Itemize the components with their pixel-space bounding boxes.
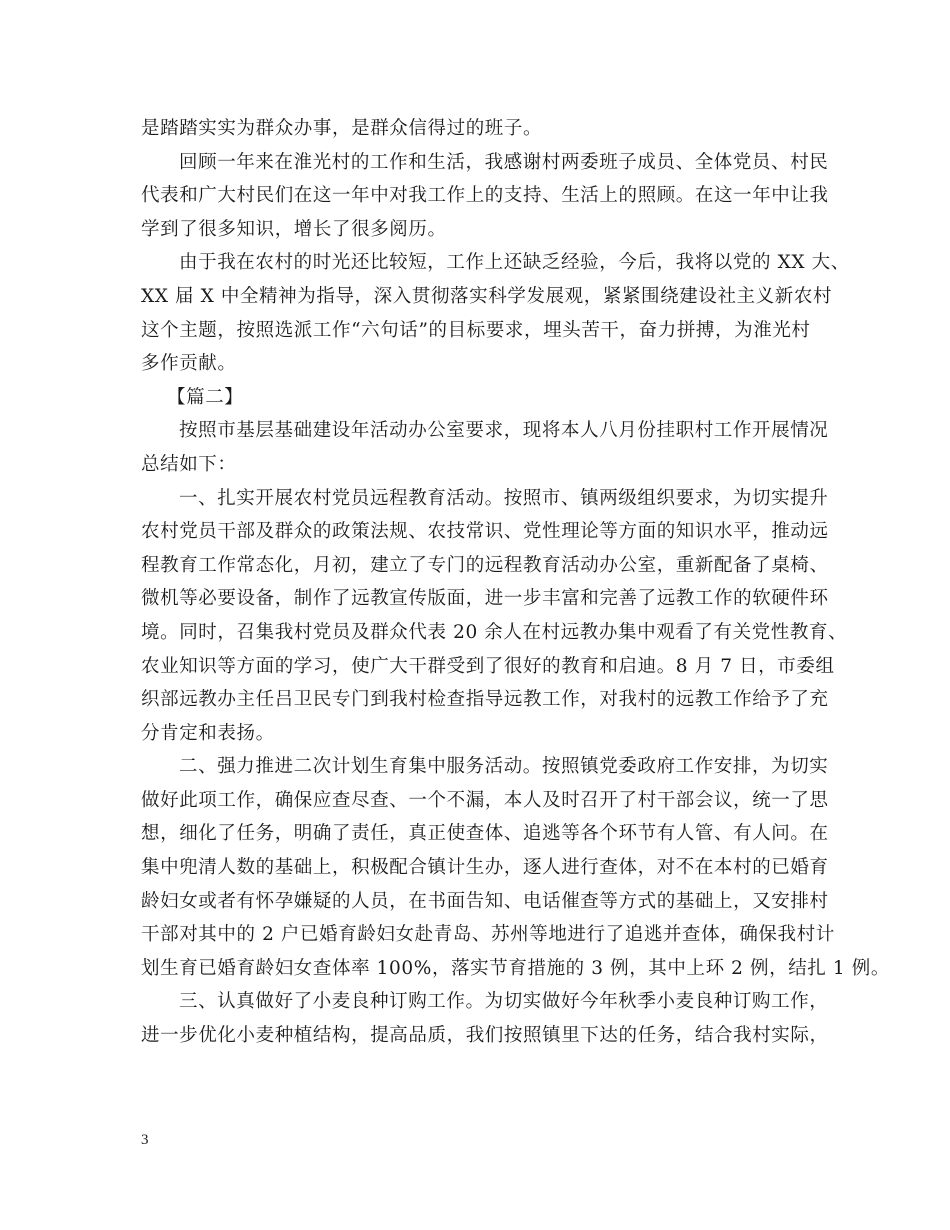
text-line: 回顾一年来在淮光村的工作和生活，我感谢村两委班子成员、全体党员、村民 — [179, 151, 829, 173]
document-body — [141, 112, 890, 1053]
text-line: 农业知识等方面的学习，使广大干群受到了很好的教育和启迪。8 月 7 日，市委组 — [141, 655, 835, 677]
text-line: 多作贡献。 — [141, 353, 237, 375]
text-line: XX 届 X 中全精神为指导，深入贯彻落实科学发展观，紧紧围绕建设社主义新农村 — [141, 285, 833, 307]
text-line: 由于我在农村的时光还比较短，工作上还缺乏经验，今后，我将以党的 XX 大、 — [179, 252, 850, 274]
text-line: 微机等必要设备，制作了远教宣传版面，进一步丰富和完善了远教工作的软硬件环 — [141, 588, 829, 610]
text-line: 划生育已婚育龄妇女查体率 100%，落实节育措施的 3 例，其中上环 2 例，结扎 1 例。 — [141, 957, 890, 979]
text-line: 想，细化了任务，明确了责任，真正使查体、追逃等各个环节有人管、有人问。在 — [141, 823, 829, 845]
text-line: 织部远教办主任吕卫民专门到我村检查指导远教工作，对我村的远教工作给予了充 — [141, 689, 829, 711]
page-number: 3 — [141, 1132, 149, 1148]
text-line: 这个主题，按照选派工作“六句话”的目标要求，埋头苦干，奋力拼搏，为淮光村 — [141, 319, 811, 341]
text-line: 做好此项工作，确保应查尽查、一个不漏，本人及时召开了村干部会议，统一了思 — [141, 789, 829, 811]
text-line: 一、扎实开展农村党员远程教育活动。按照市、镇两级组织要求，为切实提升 — [179, 487, 829, 509]
text-line: 程教育工作常态化，月初，建立了专门的远程教育活动办公室，重新配备了桌椅、 — [141, 554, 829, 576]
text-line: 进一步优化小麦种植结构，提高品质，我们按照镇里下达的任务，结合我村实际， — [141, 1025, 829, 1047]
text-line: 二、强力推进二次计划生育集中服务活动。按照镇党委政府工作安排，为切实 — [179, 756, 829, 778]
text-line: 干部对其中的 2 户已婚育龄妇女赴青岛、苏州等地进行了追逃并查体，确保我村计 — [141, 924, 835, 946]
text-line: 集中兜清人数的基础上，积极配合镇计生办，逐人进行查体，对不在本村的已婚育 — [141, 857, 829, 879]
text-line: 学到了很多知识，增长了很多阅历。 — [141, 218, 447, 240]
section-heading: 【篇二】 — [167, 386, 244, 408]
text-line: 分肯定和表扬。 — [141, 722, 275, 744]
text-line: 是踏踏实实为群众办事，是群众信得过的班子。 — [141, 118, 543, 139]
text-line: 代表和广大村民们在这一年中对我工作上的支持、生活上的照顾。在这一年中让我 — [141, 185, 829, 207]
text-line: 总结如下： — [141, 453, 237, 475]
text-line: 境。同时，召集我村党员及群众代表 20 余人在村远教办集中观看了有关党性教育、 — [141, 621, 848, 643]
text-line: 按照市基层基础建设年活动办公室要求，现将本人八月份挂职村工作开展情况 — [179, 420, 829, 442]
text-line: 三、认真做好了小麦良种订购工作。为切实做好今年秋季小麦良种订购工作， — [179, 991, 829, 1013]
text-line: 龄妇女或者有怀孕嫌疑的人员，在书面告知、电话催查等方式的基础上，又安排村 — [141, 890, 829, 912]
text-line: 农村党员干部及群众的政策法规、农技常识、党性理论等方面的知识水平，推动远 — [141, 521, 829, 543]
